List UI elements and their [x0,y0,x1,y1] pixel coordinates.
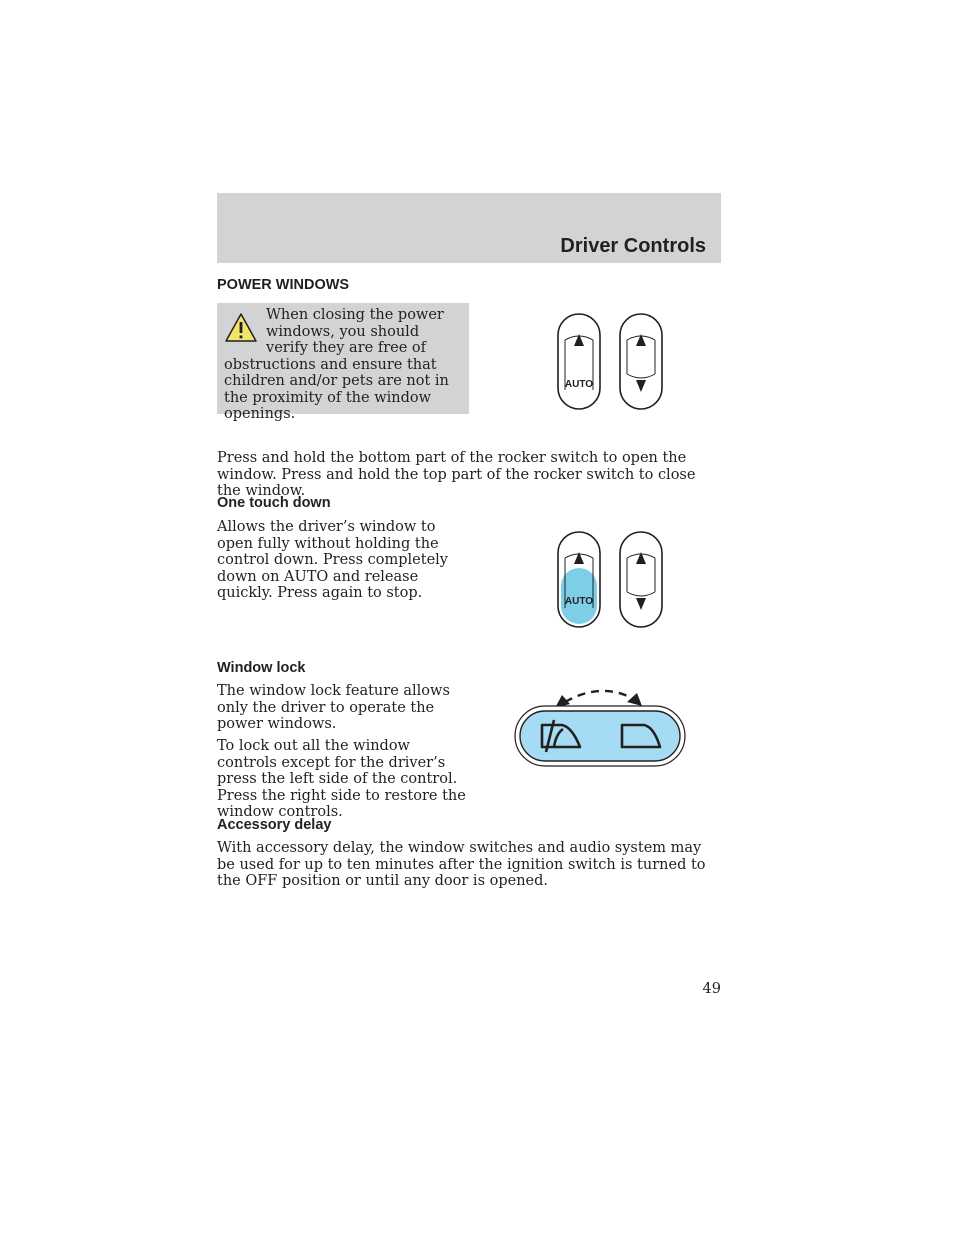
auto-label: AUTO [564,379,594,390]
window-lock-switch-figure [510,684,688,770]
accessory-delay-body: With accessory delay, the window switches and audio system may be used for up to ten minutes after the ignition switch is turned to the OFF position or until any door is opened. [217,840,706,889]
one-touch-switch-figure [550,528,670,632]
one-touch-down-body: Allows the driver’s window to open fully without holding the control down. Press completely down on AUTO and release quickly. Press again to stop. [217,519,449,601]
header-bar [217,193,721,263]
window-lock-body-1: The window lock feature allows only the driver to operate the power windows. [217,683,450,732]
window-lock-body-2: To lock out all the window controls except for the driver’s press the left side of the control. Press the right side to restore the window controls. [217,738,466,820]
auto-rocker-switch-pressed [558,532,600,627]
auto-rocker-switch [558,314,600,409]
standard-rocker-switch [620,532,662,627]
window-switch-figure [550,310,670,414]
accessory-delay-heading: Accessory delay [217,817,332,833]
page-number: 49 [702,981,721,997]
power-windows-heading: POWER WINDOWS [217,277,350,293]
one-touch-down-heading: One touch down [217,495,331,511]
warning-text: When closing the power windows, you should verify they are free of obstructions and ensure that children and/or pets are not in the proximity of the window openings. [224,307,449,422]
warning-box [217,303,469,422]
warning-triangle-icon [224,311,258,345]
standard-rocker-switch [620,314,662,409]
power-windows-body: Press and hold the bottom part of the rocker switch to open the window. Press and hold the top part of the rocker switch to close the window. [217,450,696,499]
window-lock-heading: Window lock [217,660,306,676]
page-title: Driver Controls [560,235,706,257]
auto-label: AUTO [564,596,594,607]
